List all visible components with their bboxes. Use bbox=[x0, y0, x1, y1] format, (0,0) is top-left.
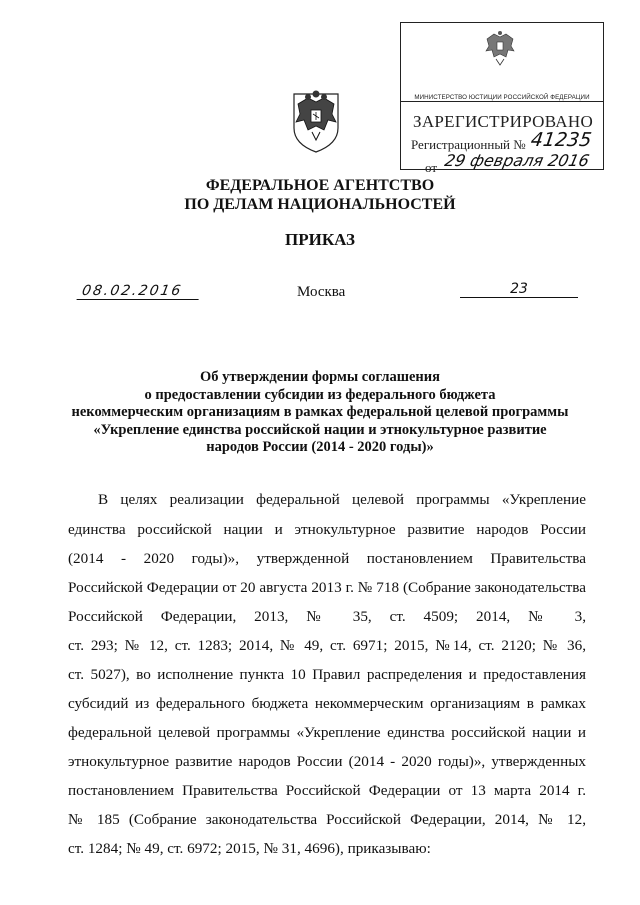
agency-name-line1: ФЕДЕРАЛЬНОЕ АГЕНТСТВО bbox=[205, 177, 435, 194]
body-line: (2014 - 2020 годы)», утвержденной постановлением Правительства bbox=[68, 550, 586, 567]
stamp-emblem-icon bbox=[481, 29, 519, 67]
agency-name-line2: ПО ДЕЛАМ НАЦИОНАЛЬНОСТЕЙ bbox=[184, 196, 456, 213]
body-line: ст. 1284; № 49, ст. 6972; 2015, № 31, 4696), приказываю: bbox=[68, 840, 431, 857]
stamp-date-handwritten: 29 февраля 2016 bbox=[442, 151, 592, 170]
agency-name bbox=[0, 176, 640, 214]
order-title: ПРИКАЗ bbox=[285, 230, 355, 249]
body-line: № 185 (Собрание законодательства Российской Федерации, 2014, № 12, bbox=[68, 811, 586, 828]
body-line: ст. 5027), во исполнение пункта 10 Правил распределения и предоставления bbox=[68, 666, 586, 683]
body-line: субсидий из федерального бюджета некоммерческим организациям в рамках bbox=[68, 695, 586, 712]
stamp-registration-number: 41235 bbox=[529, 129, 593, 151]
order-city: Москва bbox=[297, 284, 346, 300]
body-line: Российской Федерации, 2013, № 35, ст. 4509; 2014, № 3, bbox=[68, 608, 586, 625]
body-line: постановлением Правительства Российской Федерации от 13 марта 2014 г. bbox=[68, 782, 586, 799]
subject-line: некоммерческим организациям в рамках федеральной целевой программы bbox=[71, 404, 569, 421]
body-line: единства российской нации и этнокультурное развитие народов России bbox=[68, 521, 586, 538]
body-line: В целях реализации федеральной целевой программы «Укрепление bbox=[98, 491, 586, 508]
body-line: ст. 293; № 12, ст. 1283; 2014, № 49, ст. 6971; 2015, №14, ст. 2120; № 36, bbox=[68, 637, 586, 654]
subject-line: Об утверждении формы соглашения bbox=[200, 369, 440, 385]
subject-line: «Укрепление единства российской нации и этнокультурное развитие bbox=[93, 421, 547, 438]
order-subject bbox=[0, 369, 640, 457]
registration-stamp bbox=[400, 22, 604, 175]
subject-line: народов России (2014 - 2020 годы)» bbox=[206, 439, 434, 456]
stamp-date-label: от bbox=[425, 160, 438, 175]
body-line: Российской Федерации от 20 августа 2013 г. № 718 (Собрание законодательства bbox=[68, 579, 586, 596]
subject-line: о предоставлении субсидии из федерального бюджета bbox=[144, 386, 496, 403]
order-number-handwritten: 23 bbox=[460, 281, 578, 298]
stamp-ministry-name: МИНИСТЕРСТВО ЮСТИЦИИ РОССИЙСКОЙ ФЕДЕРАЦИИ bbox=[414, 94, 590, 101]
body-line: федеральной целевой программы «Укрепление единства российской нации и bbox=[68, 724, 586, 741]
stamp-registration-label: Регистрационный № bbox=[411, 137, 526, 152]
body-line: этнокультурное развитие народов России (2014 - 2020 годы)», утвержденных bbox=[68, 753, 586, 770]
order-date-handwritten: 08.02.2016 bbox=[77, 283, 202, 300]
coat-of-arms-emblem bbox=[286, 88, 346, 154]
stamp-registered-title: ЗАРЕГИСТРИРОВАНО bbox=[413, 112, 594, 131]
